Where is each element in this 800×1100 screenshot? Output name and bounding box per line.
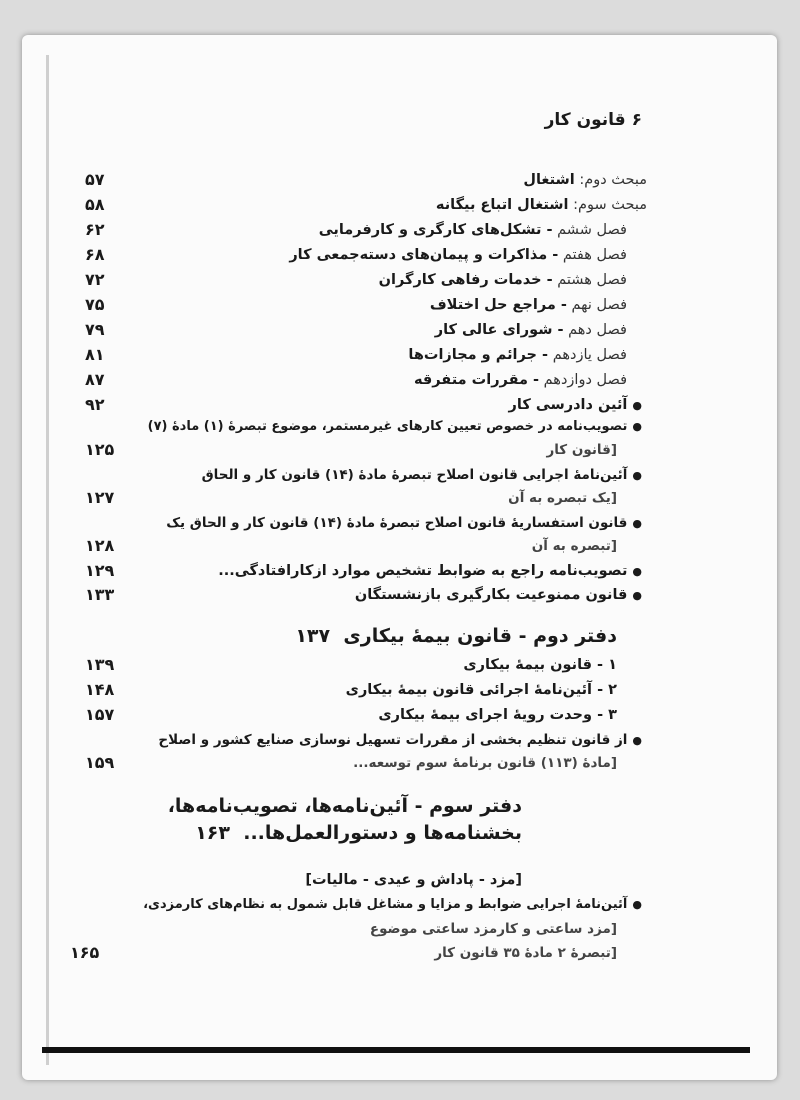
book-page: ۶ قانون کار مبحث دوم: اشتغال ۵۷ مبحث سوم: اشتغال اتباع بیگانه ۵۸ فصل ششم - تشکل‌های کارگری و کارفرمایی ۶۲ فصل هفتم - مذاکرات و پیمان‌های دسته‌جمعی کار ۶۸ فصل هشتم - خدمات رفاهی کارگران ۷۲ فصل نهم - مراجع حل اختلاف ۷۵ فصل دهم - شورای عالی کار ۷۹ فصل یازدهم - جرائم و مجازات‌ها ۸۱ فصل دوازدهم - مقررات متفرقه ۸۷ ● آئین دادرسی کار ۹۲ ● تصویب‌نامه در خصوص تعیین کارهای غیرمستمر، موضوع تبصرهٔ (۱) مادهٔ (۷) [قانون کار ۱۲۵ ● آئین‌نامهٔ اجرایی قانون اصلاح تبصرهٔ مادهٔ (۱۴) قانون کار و الحاق [یک تبصره به آن ۱۲۷ ● قانون استفساریهٔ قانون اصلاح تبصرهٔ مادهٔ (۱۴) قانون کار و الحاق یک [تبصره به آن ۱۲۸ ● تصویب‌نامه راجع به ضوابط تشخیص موارد ازکارافتادگی... ۱۲۹ ● قانون ممنوعیت بکارگیری بازنشستگان ۱۳۳ دفتر دوم - قانون بیمهٔ بیکاری ۱۳۷ ۱ - قانون بیمهٔ بیکاری ۱۳۹ ۲ - آئین‌نامهٔ اجرائی قانون بیمهٔ بیکاری ۱۴۸ ۳ - وحدت رویهٔ اجرای بیمهٔ بیکاری ۱۵۷ ● از قانون تنظیم بخشی از مقررات تسهیل نوسازی صنایع کشور و اصلاح [مادهٔ (۱۱۳) قانون برنامهٔ سوم توسعه... ۱۵۹ دفتر سوم - آئین‌نامه‌ها، تصویب‌نامه‌ها، بخشنامه‌ها و دستورالعمل‌ها... ۱۶۳ [مزد - پاداش و عیدی - مالیات] ● آئین‌نامهٔ اجرایی ضوابط و مزایا و مشاغل قابل شمول به نظام‌های کارمزدی، [مزد ساعتی و کارمزد ساعتی موضوع [تبصرهٔ ۲ مادهٔ ۳۵ قانون کار ۱۶۵	[22, 35, 777, 1080]
toc-page-number: ۱۵۹	[85, 753, 115, 772]
toc-page-number: ۱۴۸	[85, 680, 115, 699]
toc-page-number: ۱۲۵	[85, 440, 115, 459]
book3-heading-line2: بخشنامه‌ها و دستورالعمل‌ها... ۱۶۳	[195, 822, 522, 844]
toc-page-number: ۱۲۹	[85, 561, 115, 580]
toc-page-number: ۷۵	[85, 295, 105, 314]
toc-page-number: ۶۲	[85, 220, 105, 239]
book3-page: ۱۶۳	[195, 822, 230, 844]
page-bottom-edge	[42, 1047, 750, 1053]
toc-page-number: ۱۵۷	[85, 705, 115, 724]
header-page-number: ۶	[631, 110, 642, 130]
toc-page-number: ۱۳۳	[85, 585, 115, 604]
toc-page-number: ۵۷	[85, 170, 105, 189]
toc-page-number: ۶۸	[85, 245, 105, 264]
toc-page-number: ۱۶۵	[70, 943, 100, 962]
toc-page-number: ۹۲	[85, 395, 105, 414]
book3-heading-line1: دفتر سوم - آئین‌نامه‌ها، تصویب‌نامه‌ها،	[167, 795, 522, 817]
toc-page-number: ۵۸	[85, 195, 105, 214]
toc-page-number: ۱۳۹	[85, 655, 115, 674]
running-header	[545, 110, 642, 130]
toc-page-number: ۸۷	[85, 370, 105, 389]
book2-page: ۱۳۷	[295, 625, 331, 647]
toc-page-number: ۷۹	[85, 320, 105, 339]
toc-page-number: ۷۲	[85, 270, 105, 289]
header-title: قانون کار	[544, 110, 626, 130]
toc-page-number: ۱۲۷	[85, 488, 115, 507]
toc-page-number: ۸۱	[85, 345, 105, 364]
page-edge-shadow	[46, 55, 49, 1065]
toc-page-number: ۱۲۸	[85, 536, 115, 555]
book2-heading: دفتر دوم - قانون بیمهٔ بیکاری ۱۳۷	[295, 625, 617, 647]
